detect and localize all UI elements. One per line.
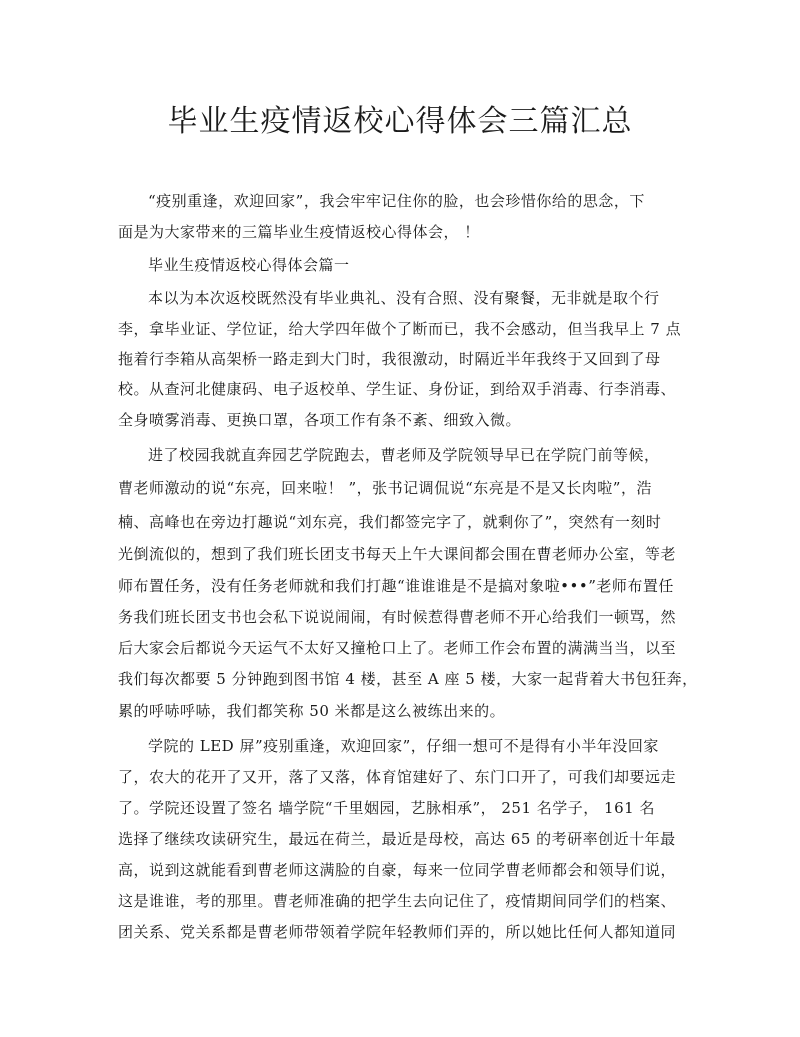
paragraph-line: 累的呼哧呼哧，我们都笑称 50 米都是这么被练出来的。 [118, 702, 506, 720]
paragraph-line: 楠、高峰也在旁边打趣说“刘东亮，我们都签完字了，就剩你了”，突然有一刻时 [118, 513, 662, 531]
paragraph-line: 了。学院还设置了签名 墙学院“千里姻园，艺脉相承”， 251 名学子， 161 名 [118, 799, 655, 817]
document-title: 毕业生疫情返校心得体会三篇汇总 [167, 104, 633, 139]
paragraph-line: 曹老师激动的说“东亮，回来啦！ ”，张书记调侃说“东亮是不是又长肉啦”，浩 [118, 479, 652, 497]
paragraph-line: “疫别重逢，欢迎回家”，我会牢牢记住你的脸，也会珍惜你给的思念，下 [148, 192, 645, 210]
paragraph-line: 了，农大的花开了又开，落了又落，体育馆建好了、东门口开了，可我们却要远走 [118, 768, 677, 786]
paragraph-line: 选择了继续攻读研究生，最远在荷兰，最近是母校，高达 65 的考研率创近十年最 [118, 830, 676, 848]
section-heading: 毕业生疫情返校心得体会篇一 [148, 256, 350, 274]
paragraph-line: 本以为本次返校既然没有毕业典礼、没有合照、没有聚餐，无非就是取个行 [148, 289, 660, 307]
paragraph-line: 进了校园我就直奔园艺学院跑去，曹老师及学院领导早已在学院门前等候， [148, 446, 660, 464]
paragraph-line: 光倒流似的，想到了我们班长团支书每天上午大课间都会围在曹老师办公室，等老 [118, 545, 677, 563]
paragraph-line: 面是为大家带来的三篇毕业生疫情返校心得体会， ！ [118, 223, 480, 241]
paragraph-line: 后大家会后都说今天运气不太好又撞枪口上了。老师工作会布置的满满当当，以至 [118, 639, 677, 657]
paragraph-line: 校。从查河北健康码、电子返校单、学生证、身份证，到给双手消毒、行李消毒、 [118, 380, 677, 398]
paragraph-line: 团关系、党关系都是曹老师带领着学院年轻教师们弄的，所以她比任何人都知道同 [118, 923, 677, 941]
paragraph-line: 全身喷雾消毒、更换口罩，各项工作有条不紊、细致入微。 [118, 411, 522, 429]
paragraph-line: 学院的 LED 屏”疫别重逢，欢迎回家”，仔细一想可不是得有小半年没回家 [148, 737, 659, 755]
paragraph-line: 高，说到这就能看到曹老师这满脸的自豪，每来一位同学曹老师都会和领导们说， [118, 861, 677, 879]
paragraph-line: 务我们班长团支书也会私下说说闹闹，有时候惹得曹老师不开心给我们一顿骂，然 [118, 608, 677, 626]
paragraph-line: 拖着行李箱从高架桥一路走到大门时，我很激动，时隔近半年我终于又回到了母 [118, 350, 661, 368]
paragraph-line: 这是谁谁，考的那里。曹老师准确的把学生去向记住了，疫情期间同学们的档案、 [118, 892, 677, 910]
paragraph-line: 我们每次都要 5 分钟跑到图书馆 4 楼，甚至 A 座 5 楼，大家一起背着大书包狂奔， [118, 670, 698, 688]
paragraph-line: 师布置任务，没有任务老师就和我们打趣“谁谁谁是不是搞对象啦•••”老师布置任 [118, 577, 674, 595]
paragraph-line: 李，拿毕业证、学位证，给大学四年做个了断而已，我不会感动，但当我早上 7 点 [118, 320, 682, 338]
